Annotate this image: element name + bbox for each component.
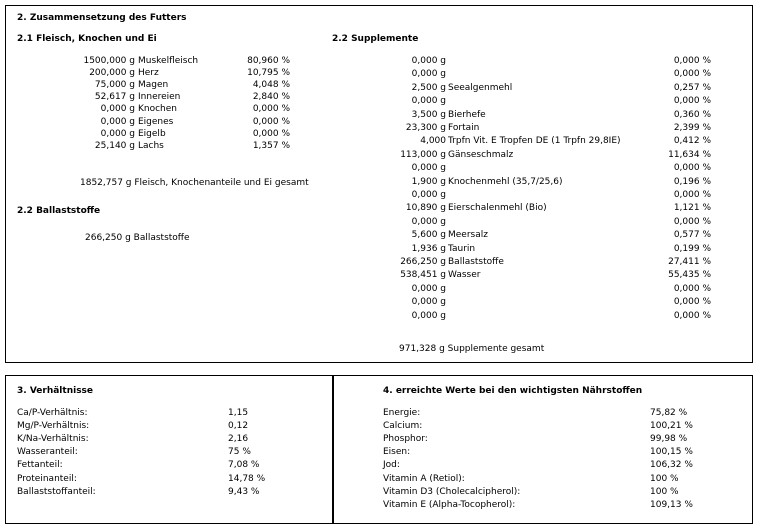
meat-row-percent: 0,000 % [252, 128, 290, 139]
nutrient-label: Vitamin E (Alpha-Tocopherol): [383, 499, 516, 510]
supplement-row-percent: 0,000 % [673, 56, 711, 66]
ratio-label: K/Na-Verhältnis: [17, 434, 89, 445]
nutrient-label: Phosphor: [383, 434, 428, 445]
supplement-row-percent: 0,257 % [673, 82, 711, 93]
meat-row-amount: 0,000 g [100, 104, 135, 115]
meat-row-name: Lachs [138, 140, 164, 151]
supplement-row-name: Bierhefe [448, 109, 486, 120]
nutrient-label: Eisen: [383, 447, 411, 458]
meat-row-percent: 80,960 % [247, 56, 290, 66]
supplement-row-name: Taurin [448, 243, 476, 254]
supplement-row-percent: 0,000 % [673, 297, 711, 308]
supplement-row-amount: 0,000 g [411, 163, 446, 174]
supplement-row-percent: 0,196 % [673, 176, 711, 187]
supplement-row-amount: 10,890 g [405, 203, 446, 214]
meat-row-name: Magen [138, 80, 169, 91]
ratio-label: Ca/P-Verhältnis: [17, 408, 88, 418]
supplement-row-amount: 4,000 [420, 136, 446, 147]
supplement-row-percent: 0,577 % [673, 230, 711, 241]
nutrient-value: 99,98 % [650, 434, 688, 445]
nutrient-value: 100 % [650, 473, 679, 484]
meat-row-name: Eigelb [138, 128, 166, 139]
ratio-label: Ballaststoffanteil: [17, 486, 96, 497]
supplement-row-amount: 2,500 g [411, 82, 446, 93]
supplement-row-percent: 0,000 % [673, 163, 711, 174]
supplement-row-amount: 0,000 g [411, 216, 446, 227]
supplements-total: 971,328 g Supplemente gesamt [399, 344, 545, 354]
ratio-value: 7,08 % [228, 460, 260, 471]
supplement-row-name: Meersalz [448, 230, 488, 241]
supplement-row-name: Gänseschmalz [448, 149, 514, 160]
supplement-row-amount: 538,451 g [400, 270, 446, 281]
supplement-row-name: Knochenmehl (35,7/25,6) [448, 176, 563, 187]
meat-row-percent: 10,795 % [247, 68, 290, 79]
section-composition-title: 2. Zusammensetzung des Futters [17, 13, 187, 23]
ratio-value: 0,12 [228, 421, 249, 432]
supplement-row-amount: 0,000 g [411, 69, 446, 80]
nutrient-label: Jod: [383, 460, 400, 471]
supplement-row-name: Wasser [448, 270, 481, 281]
supplement-row-percent: 0,000 % [673, 310, 711, 321]
nutrient-label: Energie: [383, 408, 421, 418]
supplement-row-amount: 0,000 g [411, 96, 446, 107]
meat-row-name: Eigenes [138, 116, 174, 127]
supplement-row-name: Ballaststoffe [448, 257, 504, 267]
supplement-row-percent: 27,411 % [668, 257, 711, 267]
supplement-row-amount: 0,000 g [411, 297, 446, 308]
meat-row-percent: 0,000 % [252, 116, 290, 127]
meat-row-name: Muskelfleisch [138, 56, 199, 66]
section-ratios-title: 3. Verhältnisse [17, 386, 94, 396]
supplement-row-percent: 0,000 % [673, 216, 711, 227]
supplement-row-amount: 0,000 g [411, 310, 446, 321]
ratio-label: Proteinanteil: [17, 473, 77, 484]
meat-row-amount: 0,000 g [100, 116, 135, 127]
supplement-row-amount: 0,000 g [411, 56, 446, 66]
supplement-row-percent: 0,360 % [673, 109, 711, 120]
meat-row-amount: 0,000 g [100, 128, 135, 139]
supplement-row-percent: 0,199 % [673, 243, 711, 254]
nutrient-value: 100,21 % [650, 421, 693, 432]
ratio-label: Fettanteil: [17, 460, 63, 471]
ratio-value: 2,16 [228, 434, 249, 445]
nutrient-label: Vitamin A (Retiol): [383, 473, 465, 484]
meat-row-percent: 0,000 % [252, 104, 290, 115]
nutrient-value: 100,15 % [650, 447, 693, 458]
nutrient-label: Calcium: [383, 421, 423, 432]
nutrient-value: 100 % [650, 486, 679, 497]
supplement-row-amount: 0,000 g [411, 283, 446, 294]
supplement-row-amount: 0,000 g [411, 190, 446, 200]
ratio-label: Mg/P-Verhältnis: [17, 421, 90, 432]
meat-row-amount: 200,000 g [89, 68, 135, 79]
ratio-value: 1,15 [228, 408, 249, 418]
section-nutrients-title: 4. erreichte Werte bei den wichtigsten Nährstoffen [383, 386, 643, 396]
supplement-row-percent: 11,634 % [668, 149, 711, 160]
ratio-value: 75 % [228, 447, 251, 458]
supplement-row-percent: 0,000 % [673, 190, 711, 200]
nutrient-value: 106,32 % [650, 460, 693, 471]
ratio-label: Wasseranteil: [17, 447, 78, 458]
supplement-row-name: Eierschalenmehl (Bio) [448, 203, 547, 214]
supplements-subheading: 2.2 Supplemente [332, 34, 419, 44]
ratio-value: 9,43 % [228, 486, 260, 497]
meat-row-amount: 52,617 g [94, 92, 135, 103]
meat-row-percent: 2,840 % [252, 92, 290, 103]
supplement-row-amount: 1,900 g [411, 176, 446, 187]
supplement-row-percent: 0,000 % [673, 69, 711, 80]
supplement-row-amount: 1,936 g [411, 243, 446, 254]
nutrient-label: Vitamin D3 (Cholecalcipherol): [383, 486, 521, 497]
supplement-row-percent: 2,399 % [673, 123, 711, 133]
meat-row-amount: 25,140 g [94, 140, 135, 151]
supplement-row-name: Trpfn Vit. E Tropfen DE (1 Trpfn 29,8IE) [448, 136, 621, 147]
meat-total: 1852,757 g Fleisch, Knochenanteile und Ei gesamt [80, 178, 309, 188]
ratio-value: 14,78 % [228, 473, 266, 484]
supplement-row-percent: 0,000 % [673, 283, 711, 294]
supplement-row-percent: 0,000 % [673, 96, 711, 107]
supplement-row-name: Fortain [448, 123, 480, 133]
meat-row-name: Innereien [138, 92, 181, 103]
meat-row-name: Herz [138, 68, 159, 79]
meat-row-amount: 1500,000 g [83, 56, 135, 66]
meat-row-amount: 75,000 g [94, 80, 135, 91]
supplement-row-amount: 23,300 g [405, 123, 446, 133]
meat-row-name: Knochen [138, 104, 178, 115]
meat-subheading: 2.1 Fleisch, Knochen und Ei [17, 34, 157, 44]
fiber-line: 266,250 g Ballaststoffe [85, 233, 190, 243]
nutrient-value: 75,82 % [650, 408, 688, 418]
supplement-row-percent: 0,412 % [673, 136, 711, 147]
supplement-row-name: Seealgenmehl [448, 82, 513, 93]
supplement-row-amount: 5,600 g [411, 230, 446, 241]
supplement-row-amount: 3,500 g [411, 109, 446, 120]
meat-row-percent: 4,048 % [252, 80, 290, 91]
nutrient-value: 109,13 % [650, 499, 693, 510]
meat-row-percent: 1,357 % [252, 140, 290, 151]
supplement-row-percent: 1,121 % [673, 203, 711, 214]
supplement-row-percent: 55,435 % [668, 270, 711, 281]
supplement-row-amount: 113,000 g [400, 149, 446, 160]
fiber-subheading: 2.2 Ballaststoffe [17, 206, 101, 216]
supplement-row-amount: 266,250 g [400, 257, 446, 267]
